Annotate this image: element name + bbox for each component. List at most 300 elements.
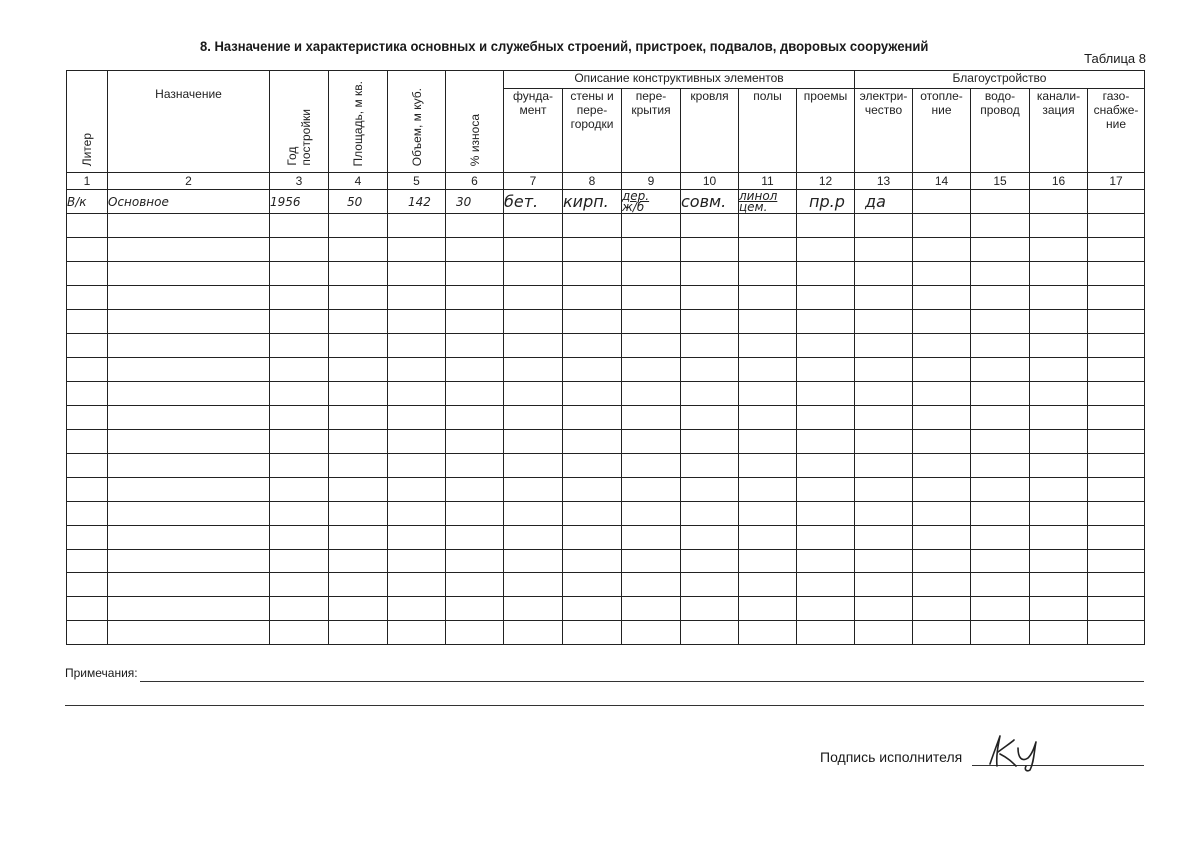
table-cell — [971, 262, 1030, 286]
table-cell — [329, 573, 388, 597]
table-cell — [971, 214, 1030, 238]
table-cell — [108, 430, 270, 454]
table-cell — [270, 238, 329, 262]
column-number: 13 — [855, 173, 913, 190]
table-cell — [1088, 334, 1145, 358]
cell-area: 50 — [329, 190, 388, 214]
header-floors-overlap: пере- крытия — [622, 89, 681, 173]
header-water: водо- провод — [971, 89, 1030, 173]
table-cell — [797, 406, 855, 430]
table-cell — [797, 597, 855, 621]
table-cell — [1030, 286, 1088, 310]
cell-foundation: бет. — [504, 190, 563, 214]
table-cell — [681, 262, 739, 286]
table-cell — [971, 526, 1030, 550]
table-cell — [739, 238, 797, 262]
table-cell — [504, 573, 563, 597]
table-cell — [67, 262, 108, 286]
table-cell — [563, 478, 622, 502]
table-cell — [1088, 358, 1145, 382]
table-cell — [681, 214, 739, 238]
table-cell — [681, 621, 739, 645]
table-cell — [1088, 406, 1145, 430]
signature-label: Подпись исполнителя — [820, 749, 963, 765]
header-electricity: электри- чество — [855, 89, 913, 173]
table-cell — [971, 621, 1030, 645]
table-cell — [270, 358, 329, 382]
table-cell — [622, 214, 681, 238]
table-number: Таблица 8 — [1084, 51, 1146, 66]
table-cell — [504, 334, 563, 358]
table-cell — [681, 238, 739, 262]
table-cell — [504, 382, 563, 406]
table-cell — [108, 573, 270, 597]
table-cell — [504, 430, 563, 454]
table-row — [67, 262, 1145, 286]
table-cell — [913, 358, 971, 382]
table-cell — [388, 310, 446, 334]
table-cell — [504, 214, 563, 238]
table-cell — [563, 621, 622, 645]
table-cell — [855, 262, 913, 286]
table-cell — [622, 502, 681, 526]
table-cell — [388, 286, 446, 310]
table-cell — [855, 550, 913, 573]
table-cell — [108, 550, 270, 573]
table-cell — [329, 430, 388, 454]
table-cell — [971, 382, 1030, 406]
table-cell — [504, 286, 563, 310]
table-cell — [797, 238, 855, 262]
column-number: 6 — [446, 173, 504, 190]
header-gas: газо- снабже- ние — [1088, 89, 1145, 173]
table-cell — [622, 334, 681, 358]
table-cell — [108, 526, 270, 550]
cell-volume: 142 — [388, 190, 446, 214]
table-cell — [622, 238, 681, 262]
table-cell — [504, 310, 563, 334]
table-cell — [797, 454, 855, 478]
table-cell — [446, 478, 504, 502]
column-number: 10 — [681, 173, 739, 190]
table-cell — [446, 550, 504, 573]
table-cell — [739, 286, 797, 310]
table-cell — [739, 454, 797, 478]
table-cell — [563, 310, 622, 334]
table-cell — [1030, 334, 1088, 358]
table-cell — [329, 478, 388, 502]
table-cell — [681, 286, 739, 310]
column-number: 1 — [67, 173, 108, 190]
table-cell — [67, 286, 108, 310]
column-number: 16 — [1030, 173, 1088, 190]
cell-purpose: Основное — [108, 190, 270, 214]
table-cell — [67, 597, 108, 621]
table-cell — [913, 502, 971, 526]
table-cell — [563, 573, 622, 597]
table-row — [67, 430, 1145, 454]
table-cell — [622, 597, 681, 621]
table-cell — [1030, 430, 1088, 454]
table-cell — [108, 478, 270, 502]
table-cell — [446, 214, 504, 238]
signature-icon — [980, 728, 1070, 772]
table-cell — [1088, 597, 1145, 621]
notes-line — [140, 681, 1144, 682]
column-number: 7 — [504, 173, 563, 190]
table-cell — [681, 502, 739, 526]
table-cell — [681, 550, 739, 573]
table-cell — [329, 382, 388, 406]
table-cell — [270, 502, 329, 526]
table-cell — [913, 382, 971, 406]
table-cell — [108, 406, 270, 430]
table-cell — [971, 358, 1030, 382]
table-cell — [855, 214, 913, 238]
cell-floors-bottom: цем. — [739, 199, 768, 214]
table-cell — [913, 286, 971, 310]
header-foundation: фунда- мент — [504, 89, 563, 173]
table-cell — [329, 454, 388, 478]
table-cell — [855, 238, 913, 262]
table-cell — [329, 406, 388, 430]
table-cell — [1088, 454, 1145, 478]
table-cell — [1030, 238, 1088, 262]
table-cell — [797, 262, 855, 286]
table-cell — [622, 526, 681, 550]
table-cell — [270, 597, 329, 621]
table-cell — [108, 262, 270, 286]
table-cell — [855, 310, 913, 334]
table-cell — [913, 621, 971, 645]
table-cell — [739, 430, 797, 454]
table-cell — [67, 454, 108, 478]
table-cell — [971, 550, 1030, 573]
table-cell — [388, 454, 446, 478]
table-cell — [329, 214, 388, 238]
table-cell — [388, 358, 446, 382]
table-cell — [388, 573, 446, 597]
table-cell — [446, 238, 504, 262]
table-cell — [270, 286, 329, 310]
table-cell — [971, 286, 1030, 310]
table-cell — [797, 621, 855, 645]
table-cell — [388, 478, 446, 502]
table-cell — [1088, 550, 1145, 573]
cell-roof: совм. — [681, 190, 739, 214]
table-cell — [67, 334, 108, 358]
table-row — [67, 214, 1145, 238]
table-cell — [563, 334, 622, 358]
table-cell — [108, 597, 270, 621]
table-cell — [1088, 262, 1145, 286]
group-header-amenities: Благоустройство — [855, 71, 1145, 89]
table-cell — [270, 478, 329, 502]
header-area: Площадь, м кв. — [329, 71, 388, 173]
group-header-construction: Описание конструктивных элементов — [504, 71, 855, 89]
table-cell — [446, 573, 504, 597]
table-cell — [913, 478, 971, 502]
column-number: 9 — [622, 173, 681, 190]
table-cell — [563, 214, 622, 238]
header-roof: кровля — [681, 89, 739, 173]
table-cell — [329, 597, 388, 621]
table-cell — [622, 358, 681, 382]
table-cell — [913, 214, 971, 238]
table-cell — [913, 550, 971, 573]
table-cell — [971, 454, 1030, 478]
table-cell — [1030, 597, 1088, 621]
table-cell — [1030, 526, 1088, 550]
table-cell — [67, 502, 108, 526]
table-cell — [504, 262, 563, 286]
table-cell — [446, 430, 504, 454]
table-cell — [855, 597, 913, 621]
table-cell — [563, 382, 622, 406]
table-cell — [797, 214, 855, 238]
table-cell — [388, 334, 446, 358]
table-cell — [1088, 310, 1145, 334]
table-cell — [446, 621, 504, 645]
cell-liter: В/к — [67, 190, 108, 214]
table-cell — [739, 573, 797, 597]
table-cell — [797, 430, 855, 454]
table-cell — [797, 502, 855, 526]
table-row — [67, 310, 1145, 334]
table-cell — [446, 286, 504, 310]
header-heating: отопле- ние — [913, 89, 971, 173]
table-cell — [1088, 382, 1145, 406]
table-cell — [1088, 526, 1145, 550]
table-row — [67, 190, 1145, 214]
table-cell — [913, 262, 971, 286]
header-purpose: Назначение — [108, 71, 270, 173]
table-row — [67, 238, 1145, 262]
table-cell — [1088, 286, 1145, 310]
table-cell — [855, 478, 913, 502]
table-cell — [388, 597, 446, 621]
table-cell — [681, 597, 739, 621]
table-cell — [329, 334, 388, 358]
table-cell — [1030, 358, 1088, 382]
table-cell — [855, 454, 913, 478]
table-cell — [108, 238, 270, 262]
table-cell — [913, 310, 971, 334]
table-cell — [563, 526, 622, 550]
table-cell — [855, 573, 913, 597]
table-cell — [622, 286, 681, 310]
table-cell — [270, 382, 329, 406]
table-cell — [797, 358, 855, 382]
table-cell — [681, 334, 739, 358]
table-cell — [504, 454, 563, 478]
table-cell — [855, 406, 913, 430]
table-cell — [1088, 621, 1145, 645]
column-number: 5 — [388, 173, 446, 190]
table-cell — [1030, 406, 1088, 430]
table-cell — [855, 286, 913, 310]
table-cell — [329, 550, 388, 573]
table-cell — [446, 526, 504, 550]
table-cell — [739, 214, 797, 238]
table-cell — [270, 621, 329, 645]
table-cell — [388, 526, 446, 550]
table-row — [67, 454, 1145, 478]
table-cell — [504, 550, 563, 573]
table-cell — [797, 526, 855, 550]
table-cell — [1030, 454, 1088, 478]
table-cell — [797, 478, 855, 502]
table-cell — [329, 238, 388, 262]
table-cell — [1030, 502, 1088, 526]
cell-floors-top: линол — [739, 189, 778, 203]
table-cell — [1088, 478, 1145, 502]
table-cell — [270, 550, 329, 573]
table-row — [67, 478, 1145, 502]
table-cell — [971, 406, 1030, 430]
table-cell — [1030, 214, 1088, 238]
table-cell — [855, 358, 913, 382]
table-cell — [270, 214, 329, 238]
table-cell — [329, 621, 388, 645]
table-cell — [797, 382, 855, 406]
cell-floors-overlap-bottom: ж/б — [622, 199, 645, 214]
table-cell — [1030, 573, 1088, 597]
table-cell — [1088, 502, 1145, 526]
table-cell — [67, 214, 108, 238]
table-cell — [329, 286, 388, 310]
table-cell — [67, 526, 108, 550]
cell-year: 1956 — [270, 190, 329, 214]
table-cell — [108, 382, 270, 406]
table-cell — [971, 478, 1030, 502]
table-row — [67, 621, 1145, 645]
table-cell — [1030, 382, 1088, 406]
table-cell — [67, 478, 108, 502]
table-cell — [563, 358, 622, 382]
table-cell — [1030, 621, 1088, 645]
cell-floors — [739, 190, 797, 214]
column-number: 12 — [797, 173, 855, 190]
table-cell — [739, 334, 797, 358]
table-cell — [622, 573, 681, 597]
table-cell — [446, 262, 504, 286]
table-cell — [681, 454, 739, 478]
table-cell — [388, 214, 446, 238]
table-cell — [329, 502, 388, 526]
table-cell — [504, 358, 563, 382]
table-cell — [622, 262, 681, 286]
table-cell — [971, 334, 1030, 358]
table-cell — [446, 358, 504, 382]
table-cell — [622, 382, 681, 406]
table-cell — [797, 286, 855, 310]
table-cell — [622, 454, 681, 478]
notes-line — [65, 705, 1144, 706]
table-cell — [504, 238, 563, 262]
table-cell — [739, 382, 797, 406]
table-cell — [797, 334, 855, 358]
table-cell — [855, 526, 913, 550]
column-number: 4 — [329, 173, 388, 190]
column-number: 2 — [108, 173, 270, 190]
table-cell — [67, 382, 108, 406]
table-row — [67, 526, 1145, 550]
table-cell — [1088, 214, 1145, 238]
table-row — [67, 382, 1145, 406]
table-cell — [913, 597, 971, 621]
table-cell — [563, 406, 622, 430]
table-cell — [108, 310, 270, 334]
header-liter: Литер — [67, 71, 108, 173]
table-cell — [622, 621, 681, 645]
table-cell — [563, 454, 622, 478]
table-cell — [67, 573, 108, 597]
table-cell — [270, 526, 329, 550]
table-cell — [913, 526, 971, 550]
table-cell — [270, 406, 329, 430]
table-cell — [739, 550, 797, 573]
table-cell — [504, 621, 563, 645]
table-cell — [739, 621, 797, 645]
table-row — [67, 286, 1145, 310]
table-cell — [563, 502, 622, 526]
table-cell — [108, 358, 270, 382]
table-row — [67, 550, 1145, 573]
table-cell — [681, 478, 739, 502]
table-cell — [108, 286, 270, 310]
table-cell — [739, 526, 797, 550]
table-row — [67, 573, 1145, 597]
cell-walls: кирп. — [563, 190, 622, 214]
table-cell — [388, 262, 446, 286]
table-cell — [797, 573, 855, 597]
table-cell — [681, 573, 739, 597]
table-cell — [270, 573, 329, 597]
table-cell — [108, 214, 270, 238]
table-cell — [797, 550, 855, 573]
table-cell — [622, 430, 681, 454]
table-cell — [388, 621, 446, 645]
table-cell — [855, 502, 913, 526]
table-cell — [739, 262, 797, 286]
column-number: 14 — [913, 173, 971, 190]
table-cell — [855, 334, 913, 358]
table-cell — [563, 597, 622, 621]
table-cell — [270, 262, 329, 286]
table-row — [67, 502, 1145, 526]
table-cell — [971, 238, 1030, 262]
table-cell — [913, 454, 971, 478]
table-cell — [913, 334, 971, 358]
table-cell — [971, 502, 1030, 526]
column-number: 15 — [971, 173, 1030, 190]
table-cell — [504, 406, 563, 430]
table-cell — [1088, 238, 1145, 262]
cell-gas — [1088, 190, 1145, 214]
table-cell — [504, 526, 563, 550]
header-openings: проемы — [797, 89, 855, 173]
cell-heating — [913, 190, 971, 214]
table-cell — [67, 406, 108, 430]
cell-openings: пр.р — [797, 190, 855, 214]
table-cell — [446, 454, 504, 478]
header-volume: Объем, м куб. — [388, 71, 446, 173]
column-number: 8 — [563, 173, 622, 190]
table-cell — [446, 597, 504, 621]
table-cell — [681, 358, 739, 382]
table-cell — [504, 502, 563, 526]
